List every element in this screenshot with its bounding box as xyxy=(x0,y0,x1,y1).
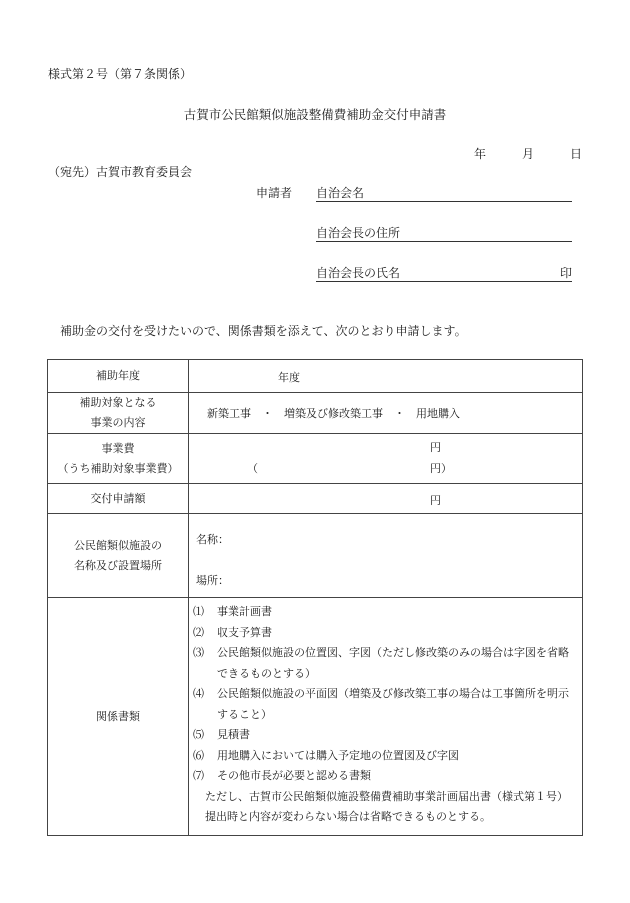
project-cost-yen: 円 xyxy=(430,441,441,454)
row-project-cost xyxy=(48,434,583,484)
date-year-label: 年 xyxy=(474,147,487,161)
requested-amount-label: 交付申請額 xyxy=(48,484,189,514)
form-number: 様式第２号（第７条関係） xyxy=(48,67,193,81)
project-cost-yen-close: 円） xyxy=(430,462,452,475)
document-item-text: 公民館類似施設の平面図（増築及び修改築工事の場合は工事箇所を明示すること） xyxy=(217,687,569,721)
document-item xyxy=(193,623,578,644)
document-item-text: 公民館類似施設の位置図、字図（ただし修改築のみの場合は字図を省略できるものとする） xyxy=(217,646,569,680)
facility-name-label: 名称： xyxy=(196,533,229,546)
project-type-options-text: 新築工事 ・ 増築及び修改築工事 ・ 用地購入 xyxy=(207,407,460,420)
facility-field[interactable] xyxy=(189,514,583,598)
intro-text: 補助金の交付を受けたいので、関係書類を添えて、次のとおり申請します。 xyxy=(60,324,467,338)
documents-list xyxy=(189,598,583,836)
row-subsidy-year xyxy=(48,360,583,393)
document-item-number: ⑵ xyxy=(193,625,204,639)
document-item xyxy=(193,602,578,623)
document-item xyxy=(193,766,578,787)
document-item xyxy=(193,725,578,746)
project-cost-label xyxy=(48,434,189,484)
document-item-number: ⑸ xyxy=(193,728,204,741)
row-documents xyxy=(48,598,583,836)
documents-note: ただし、古賀市公民館類似施設整備費補助事業計画届出書（様式第１号）提出時と内容が変わらない場合は省略できるものとする。 xyxy=(205,789,568,823)
document-item-number: ⑷ xyxy=(193,687,204,700)
application-table xyxy=(47,359,583,836)
date-month-label: 月 xyxy=(522,147,535,161)
document-item xyxy=(193,643,578,684)
documents-label: 関係書類 xyxy=(48,598,189,836)
project-type-options[interactable] xyxy=(189,393,583,434)
document-item-text: その他市長が必要と認める書類 xyxy=(217,769,371,782)
seal-mark: 印 xyxy=(559,266,572,280)
document-item-text: 事業計画書 xyxy=(217,605,272,618)
row-project-type xyxy=(48,393,583,434)
document-item-number: ⑴ xyxy=(193,605,204,618)
project-type-label xyxy=(48,393,189,434)
date-day-label: 日 xyxy=(570,147,583,161)
project-cost-field[interactable] xyxy=(189,434,583,484)
association-name-label: 自治会名 xyxy=(316,186,365,200)
project-cost-label-line1: 事業費 xyxy=(101,441,135,455)
chair-address-label: 自治会長の住所 xyxy=(316,226,401,240)
row-facility xyxy=(48,514,583,598)
chair-name-label: 自治会長の氏名 xyxy=(316,266,401,280)
facility-label xyxy=(48,514,189,598)
document-title: 古賀市公民館類似施設整備費補助金交付申請書 xyxy=(183,107,447,122)
document-item-number: ⑹ xyxy=(193,748,204,762)
project-cost-paren-open: （ xyxy=(247,462,258,475)
document-item-text: 収支予算書 xyxy=(217,625,272,639)
addressee: （宛先）古賀市教育委員会 xyxy=(48,165,193,179)
document-item-number: ⑶ xyxy=(193,646,204,659)
facility-label-line1: 公民館類似施設の xyxy=(74,538,162,552)
facility-label-line2: 名称及び設置場所 xyxy=(74,558,162,572)
association-name-field[interactable] xyxy=(316,184,572,202)
chair-address-field[interactable] xyxy=(316,224,572,242)
document-item-text: 見積書 xyxy=(217,728,250,741)
subsidy-year-label: 補助年度 xyxy=(48,360,189,393)
document-item-number: ⑺ xyxy=(193,769,204,782)
applicant-label: 申請者 xyxy=(256,186,293,200)
document-item xyxy=(193,684,578,725)
document-item xyxy=(193,746,578,767)
project-type-label-line2: 事業の内容 xyxy=(90,416,146,429)
subsidy-year-field[interactable] xyxy=(189,360,583,393)
project-type-label-line1: 補助対象となる xyxy=(79,396,157,409)
facility-location-label: 場所： xyxy=(196,574,229,587)
subsidy-year-unit: 年度 xyxy=(278,371,300,384)
document-item-text: 用地購入においては購入予定地の位置図及び字図 xyxy=(217,748,459,762)
chair-name-field[interactable] xyxy=(316,264,572,282)
row-requested-amount xyxy=(48,484,583,514)
requested-amount-field[interactable] xyxy=(189,484,583,514)
requested-amount-yen: 円 xyxy=(430,494,441,507)
project-cost-label-line2: （うち補助対象事業費） xyxy=(57,461,179,475)
